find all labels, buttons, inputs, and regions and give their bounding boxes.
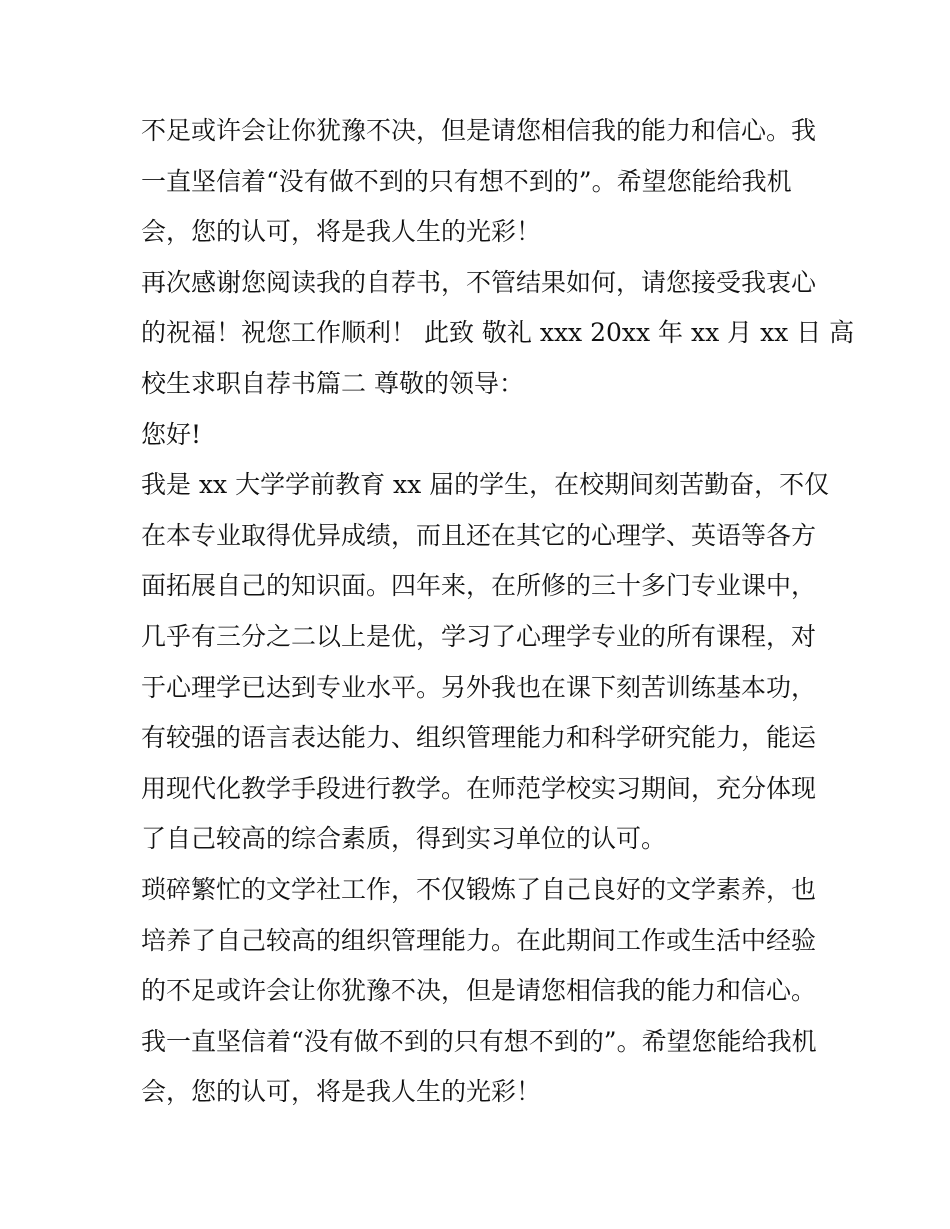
text-line: 一直坚信着“没有做不到的只有想不到的”。希望您能给我机 (141, 166, 792, 196)
document-body (141, 106, 855, 1118)
text-line: 您好! (141, 419, 202, 449)
text-line: 会，您的认可，将是我人生的光彩！ (141, 1077, 542, 1107)
text-line: 的祝福！祝您工作顺利！ 此致 敬礼 xxx 20xx 年 xx 月 xx 日 高 (141, 318, 855, 348)
text-line: 在本专业取得优异成绩，而且还在其它的心理学、英语等各方 (141, 520, 817, 550)
text-line: 琐碎繁忙的文学社工作，不仅锻炼了自己良好的文学素养，也 (141, 874, 817, 904)
text-line: 面拓展自己的知识面。四年来，在所修的三十多门专业课中， (141, 571, 817, 601)
text-line: 了自己较高的综合素质，得到实习单位的认可。 (141, 824, 667, 854)
text-line: 于心理学已达到专业水平。另外我也在课下刻苦训练基本功， (141, 672, 817, 702)
text-line: 有较强的语言表达能力、组织管理能力和科学研究能力，能运 (141, 723, 817, 753)
text-line: 再次感谢您阅读我的自荐书，不管结果如何，请您接受我衷心 (141, 267, 817, 297)
text-line: 校生求职自荐书篇二 尊敬的领导： (141, 368, 524, 398)
text-line: 我一直坚信着“没有做不到的只有想不到的”。希望您能给我机 (141, 1026, 817, 1056)
text-line: 的不足或许会让你犹豫不决，但是请您相信我的能力和信心。 (141, 976, 817, 1006)
text-line: 培养了自己较高的组织管理能力。在此期间工作或生活中经验 (141, 925, 817, 955)
text-line: 会，您的认可，将是我人生的光彩！ (141, 217, 542, 247)
text-line: 用现代化教学手段进行教学。在师范学校实习期间，充分体现 (141, 773, 817, 803)
text-line: 我是 xx 大学学前教育 xx 届的学生，在校期间刻苦勤奋，不仅 (141, 470, 830, 500)
text-line: 不足或许会让你犹豫不决，但是请您相信我的能力和信心。我 (141, 116, 817, 145)
text-line: 几乎有三分之二以上是优，学习了心理学专业的所有课程，对 (141, 621, 817, 651)
